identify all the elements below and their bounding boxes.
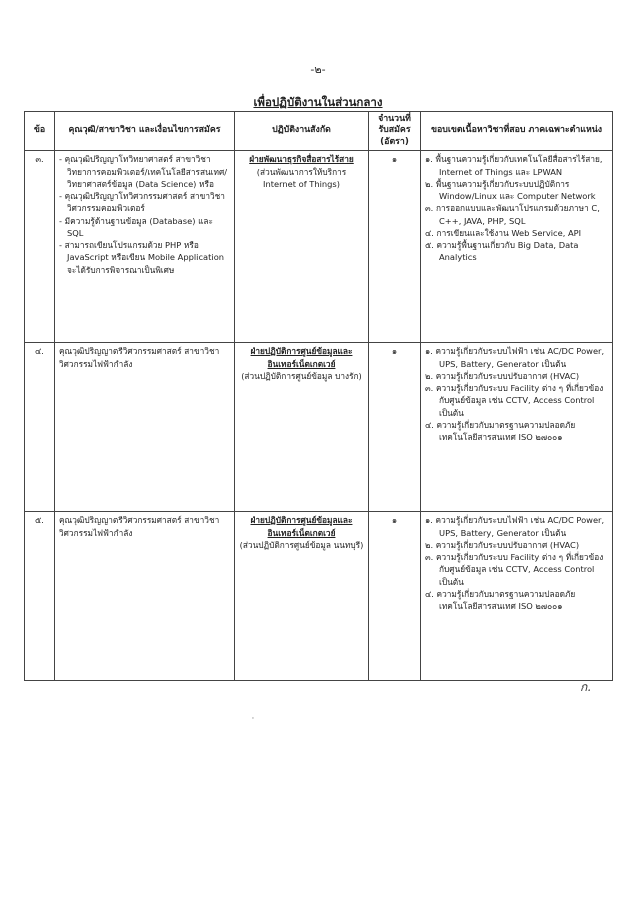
header-no: ข้อ (25, 112, 55, 151)
scope-item: ๒. ความรู้เกี่ยวกับระบบปรับอากาศ (HVAC) (425, 539, 580, 550)
qualification-item: คุณวุฒิปริญญาตรีวิศวกรรมศาสตร์ สาขาวิชาวิศวกรรมไฟฟ้ากำลัง (59, 346, 220, 369)
count-cell: ๑ (369, 512, 421, 681)
row-number: ๕. (25, 512, 55, 681)
scope-item: ๒. ความรู้เกี่ยวกับระบบปรับอากาศ (HVAC) (425, 370, 580, 381)
scope-item: ๓. การออกแบบและพัฒนาโปรแกรมด้วยภาษา C, C++, JAVA, PHP, SQL (425, 203, 600, 226)
scope-cell (421, 151, 613, 343)
section-title: เพื่อปฏิบัติงานในส่วนกลาง (253, 95, 383, 109)
qualification-item: - มีความรู้ด้านฐานข้อมูล (Database) และ SQL (59, 215, 213, 238)
scope-item: ๓. ความรู้เกี่ยวกับระบบ Facility ต่าง ๆ ที่เกี่ยวข้องกับศูนย์ข้อมูล เช่น CCTV, Access Control เป็นต้น (425, 383, 604, 418)
scope-item: ๔. การเขียนและใช้งาน Web Service, API (425, 227, 582, 238)
department-name: ฝ่ายปฏิบัติการศูนย์ข้อมูลและอินเทอร์เน็ตเกตเวย์ (250, 346, 353, 369)
row-number: ๔. (25, 343, 55, 512)
qualification-cell (55, 343, 235, 512)
department-sub: (ส่วนปฏิบัติการศูนย์ข้อมูล นนทบุรี) (239, 539, 364, 550)
scope-item: ๑. ความรู้เกี่ยวกับระบบไฟฟ้า เช่น AC/DC Power, UPS, Battery, Generator เป็นต้น (425, 515, 605, 538)
scope-cell (421, 343, 613, 512)
scope-item: ๔. ความรู้เกี่ยวกับมาตรฐานความปลอดภัยเทคโนโลยีสารสนเทศ ISO ๒๗๐๐๑ (425, 419, 576, 443)
table-row (25, 343, 613, 512)
table-row (25, 151, 613, 343)
header-department: ปฏิบัติงานสังกัด (235, 112, 369, 151)
count-cell: ๑ (369, 343, 421, 512)
qualification-item: - สามารถเขียนโปรแกรมด้วย PHP หรือ JavaScript หรือเขียน Mobile Application จะได้รับการพิจารณาเป็นพิเศษ (59, 240, 225, 275)
department-name: ฝ่ายพัฒนาธุรกิจสื่อสารไร้สาย (249, 154, 354, 165)
header-count: จำนวนที่รับสมัคร (อัตรา) (369, 112, 421, 151)
row-number: ๓. (25, 151, 55, 343)
scope-item: ๔. ความรู้เกี่ยวกับมาตรฐานความปลอดภัยเทคโนโลยีสารสนเทศ ISO ๒๗๐๐๑ (425, 588, 576, 612)
table-header-row (25, 112, 613, 151)
qualification-item: - คุณวุฒิปริญญาโทวิศวกรรมศาสตร์ สาขาวิชาวิศวกรรมคอมพิวเตอร์ (59, 191, 225, 214)
header-scope: ขอบเขตเนื้อหาวิชาที่สอบ ภาคเฉพาะตำแหน่ง (421, 112, 613, 151)
qualification-cell (55, 151, 235, 343)
scope-item: ๕. ความรู้พื้นฐานเกี่ยวกับ Big Data, Data Analytics (425, 240, 579, 263)
handwritten-initials: ก. (580, 680, 592, 694)
department-cell (235, 151, 369, 343)
header-qualification: คุณวุฒิ/สาขาวิชา และเงื่อนไขการสมัคร (55, 112, 235, 151)
stray-mark: ' (252, 716, 254, 724)
department-cell (235, 512, 369, 681)
scope-item: ๑. พื้นฐานความรู้เกี่ยวกับเทคโนโลยีสื่อสารไร้สาย, Internet of Things และ LPWAN (425, 154, 603, 177)
department-cell (235, 343, 369, 512)
qualification-item: คุณวุฒิปริญญาตรีวิศวกรรมศาสตร์ สาขาวิชาวิศวกรรมไฟฟ้ากำลัง (59, 515, 220, 538)
department-sub: (ส่วนพัฒนาการให้บริการ Internet of Things) (256, 166, 347, 189)
count-cell: ๑ (369, 151, 421, 343)
scope-cell (421, 512, 613, 681)
qualification-cell (55, 512, 235, 681)
department-name: ฝ่ายปฏิบัติการศูนย์ข้อมูลและอินเทอร์เน็ตเกตเวย์ (250, 515, 353, 538)
table-row (25, 512, 613, 681)
scope-item: ๑. ความรู้เกี่ยวกับระบบไฟฟ้า เช่น AC/DC Power, UPS, Battery, Generator เป็นต้น (425, 346, 605, 369)
qualification-item: - คุณวุฒิปริญญาโทวิทยาศาสตร์ สาขาวิชาวิทยาการคอมพิวเตอร์/เทคโนโลยีสารสนเทศ/วิทยาศาสตร์ข้อมูล (Data Science) หรือ (59, 154, 228, 189)
page-number: -๒- (310, 63, 326, 76)
positions-table (24, 111, 613, 681)
department-sub: (ส่วนปฏิบัติการศูนย์ข้อมูล บางรัก) (241, 370, 362, 381)
scope-item: ๓. ความรู้เกี่ยวกับระบบ Facility ต่าง ๆ ที่เกี่ยวข้องกับศูนย์ข้อมูล เช่น CCTV, Access Control เป็นต้น (425, 552, 604, 587)
scope-item: ๒. พื้นฐานความรู้เกี่ยวกับระบบปฏิบัติการ Window/Linux และ Computer Network (425, 178, 596, 202)
